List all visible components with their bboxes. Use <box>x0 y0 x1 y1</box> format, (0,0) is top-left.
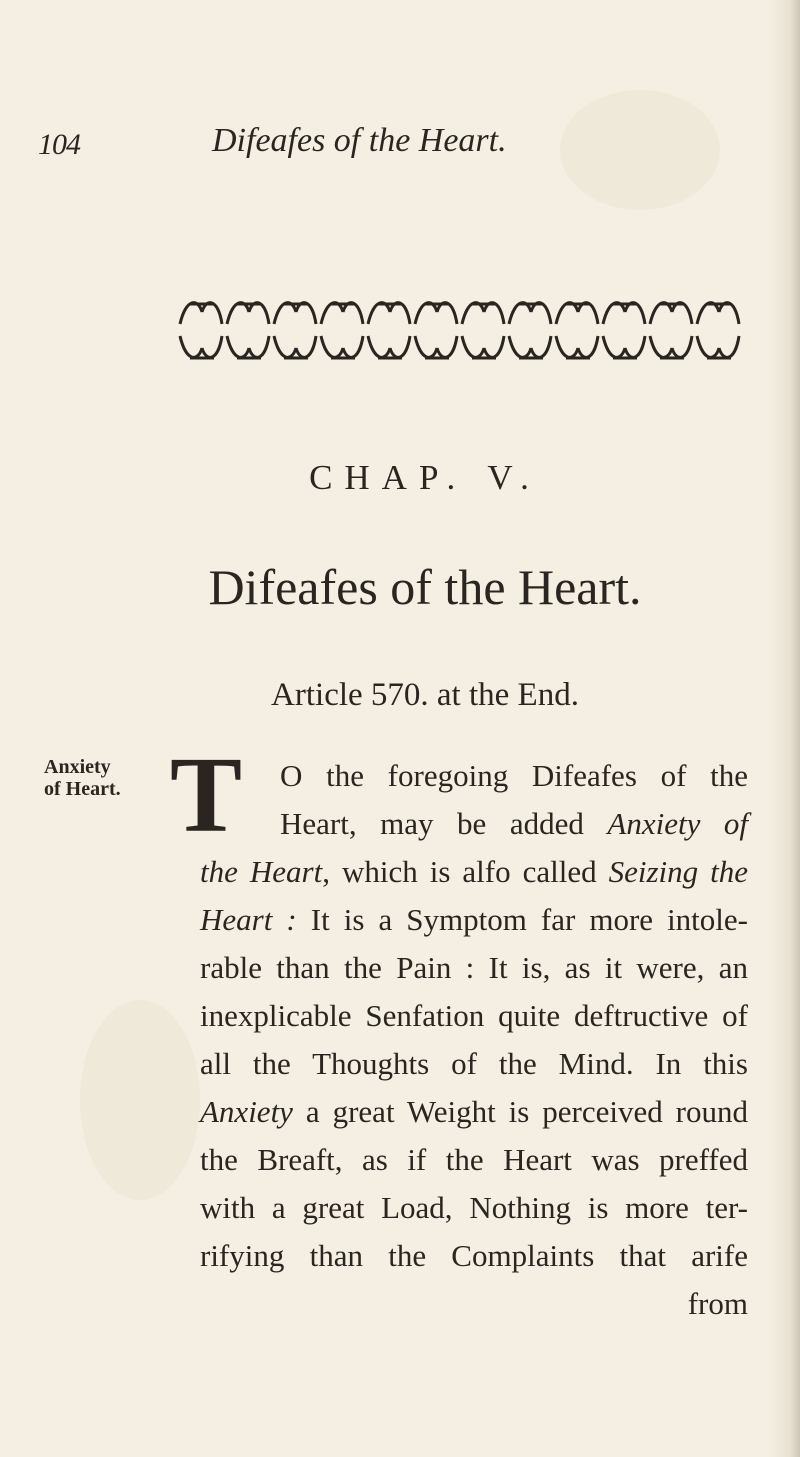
ornament-flourish <box>227 303 269 324</box>
ornament-flourish <box>697 336 739 358</box>
text-run: inexplicable Senfation quite deftructive of <box>200 998 748 1033</box>
marginal-note-line: of Heart. <box>44 778 121 800</box>
marginal-note <box>44 756 154 800</box>
paragraph <box>200 752 748 1328</box>
paragraph-line <box>200 752 748 800</box>
chapter-heading: CHAP. V. <box>309 458 541 497</box>
paper-stain <box>560 90 720 210</box>
text-run: all the Thoughts of the Mind. In this <box>200 1046 748 1081</box>
ornament-flourish <box>368 303 410 324</box>
ornament-flourish <box>415 336 457 358</box>
text-run: rifying than the Complaints that arife <box>200 1238 748 1273</box>
page-number: 104 <box>38 128 80 161</box>
ornament-flourish <box>321 303 363 324</box>
ornament-flourish <box>650 303 692 324</box>
text-run: with a great Load, Nothing is more ter- <box>200 1190 748 1225</box>
paragraph-line <box>200 1232 748 1280</box>
ornament-flourish <box>180 303 222 324</box>
italic-text: Anxiety of <box>607 806 748 841</box>
ornament-flourish <box>556 303 598 324</box>
paragraph-line <box>200 1088 748 1136</box>
ornament-flourish <box>556 336 598 358</box>
ornamental-border <box>172 290 752 374</box>
ornament-flourish <box>697 303 739 324</box>
ornament-flourish <box>227 336 269 358</box>
ornament-flourish <box>321 336 363 358</box>
text-run: rable than the Pain : It is, as it were, an <box>200 950 748 985</box>
italic-text: Heart : <box>200 902 297 937</box>
text-run: , which is alfo called <box>322 854 609 889</box>
ornament-flourish <box>603 336 645 358</box>
text-run: a great Weight is perceived round <box>292 1094 748 1129</box>
ornament-flourish <box>462 336 504 358</box>
italic-text: Seizing the <box>608 854 748 889</box>
running-head: Difeafes of the Heart. <box>212 122 507 159</box>
paragraph-line <box>200 800 748 848</box>
paragraph-line <box>200 1136 748 1184</box>
paragraph-line <box>200 1040 748 1088</box>
paragraph-line <box>200 896 748 944</box>
ornament-flourish <box>274 303 316 324</box>
ornament-flourish <box>509 336 551 358</box>
italic-text: the Heart <box>200 854 323 889</box>
drop-cap-letter: T <box>170 736 243 855</box>
italic-text: Anxiety <box>200 1094 293 1129</box>
paragraph-line <box>200 1184 748 1232</box>
paragraph-line <box>200 848 748 896</box>
ornament-flourish <box>462 303 504 324</box>
ornament-flourish <box>650 336 692 358</box>
text-run: It is a Symptom far more intole- <box>296 902 748 937</box>
text-run: O the foregoing Difeafes of the <box>280 758 748 793</box>
article-reference: Article 570. at the End. <box>271 677 579 713</box>
paragraph-line <box>200 1280 748 1328</box>
ornament-flourish <box>603 303 645 324</box>
ornament-flourish <box>180 336 222 358</box>
paragraph-line <box>200 944 748 992</box>
ornament-flourish <box>509 303 551 324</box>
marginal-note-line: Anxiety <box>44 756 111 778</box>
paragraph-line <box>200 992 748 1040</box>
ornament-flourish <box>368 336 410 358</box>
ornament-flourish <box>274 336 316 358</box>
paper-stain <box>80 1000 200 1200</box>
text-run: Heart, may be added <box>280 806 608 841</box>
text-run: the Breaft, as if the Heart was preffed <box>200 1142 748 1177</box>
text-run: from <box>687 1286 748 1321</box>
chapter-title: Difeafes of the Heart. <box>208 559 642 615</box>
ornament-flourish <box>415 303 457 324</box>
